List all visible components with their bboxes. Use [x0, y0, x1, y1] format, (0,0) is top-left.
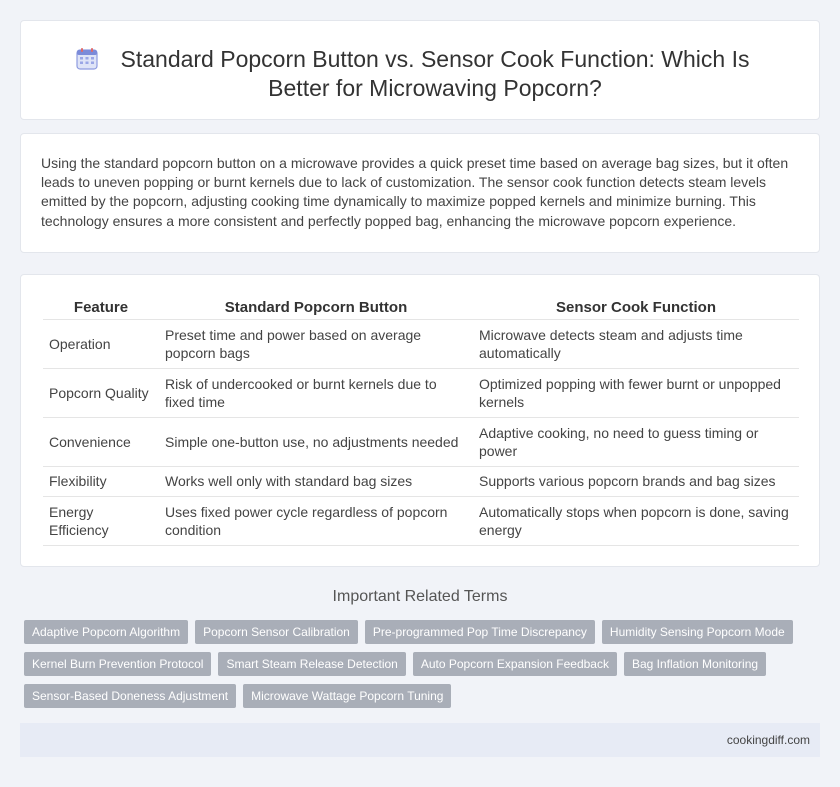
- footer: [20, 723, 820, 757]
- standard-cell: Works well only with standard bag sizes: [159, 466, 473, 496]
- table-row: [43, 319, 799, 368]
- intro-paragraph: Using the standard popcorn button on a microwave provides a quick preset time based on average bag sizes, but it often leads to uneven popping or burnt kernels due to lack of customization. The sensor cook function detects steam levels emitted by the popcorn, adjusting cooking time dynamically to maximize popped kernels and minimize burning. This technology ensures a more consistent and perfectly popped bag, enhancing the microwave popcorn experience.: [41, 155, 789, 229]
- feature-cell: Popcorn Quality: [43, 368, 159, 417]
- table-row: [43, 496, 799, 545]
- sensor-cell: Microwave detects steam and adjusts time automatically: [473, 319, 799, 368]
- standard-cell: Preset time and power based on average popcorn bags: [159, 319, 473, 368]
- related-term-tag[interactable]: Auto Popcorn Expansion Feedback: [413, 652, 617, 676]
- sensor-cell: Adaptive cooking, no need to guess timing or power: [473, 417, 799, 466]
- related-term-tag[interactable]: Adaptive Popcorn Algorithm: [24, 620, 188, 644]
- related-term-tag[interactable]: Humidity Sensing Popcorn Mode: [602, 620, 793, 644]
- feature-cell: Flexibility: [43, 466, 159, 496]
- related-term-tag[interactable]: Kernel Burn Prevention Protocol: [24, 652, 211, 676]
- standard-cell: Simple one-button use, no adjustments needed: [159, 417, 473, 466]
- column-header-standard: Standard Popcorn Button: [159, 297, 473, 319]
- feature-cell: Operation: [43, 319, 159, 368]
- title-card: [20, 20, 820, 120]
- table-row: [43, 417, 799, 466]
- table-row: [43, 466, 799, 496]
- related-term-tag[interactable]: Popcorn Sensor Calibration: [195, 620, 358, 644]
- comparison-table: [43, 297, 799, 546]
- related-term-tag[interactable]: Sensor-Based Doneness Adjustment: [24, 684, 236, 708]
- table-header-row: [43, 297, 799, 319]
- related-term-tag[interactable]: Bag Inflation Monitoring: [624, 652, 766, 676]
- intro-card: [20, 133, 820, 253]
- comparison-card: [20, 274, 820, 567]
- column-header-sensor: Sensor Cook Function: [473, 297, 799, 319]
- related-term-tag[interactable]: Smart Steam Release Detection: [218, 652, 405, 676]
- sensor-cell: Optimized popping with fewer burnt or unpopped kernels: [473, 368, 799, 417]
- related-terms-heading: Important Related Terms: [332, 588, 508, 605]
- feature-cell: Convenience: [43, 417, 159, 466]
- footer-site-link[interactable]: cookingdiff.com: [726, 733, 810, 747]
- related-term-tag[interactable]: Microwave Wattage Popcorn Tuning: [243, 684, 451, 708]
- sensor-cell: Automatically stops when popcorn is done, saving energy: [473, 496, 799, 545]
- standard-cell: Uses fixed power cycle regardless of popcorn condition: [159, 496, 473, 545]
- column-header-feature: Feature: [43, 297, 159, 319]
- related-terms-list: [24, 620, 824, 716]
- related-term-tag[interactable]: Pre-programmed Pop Time Discrepancy: [365, 620, 595, 644]
- page-title: Standard Popcorn Button vs. Sensor Cook Function: Which Is Better for Microwaving Popcorn?: [120, 46, 750, 101]
- feature-cell: Energy Efficiency: [43, 496, 159, 545]
- table-row: [43, 368, 799, 417]
- sensor-cell: Supports various popcorn brands and bag sizes: [473, 466, 799, 496]
- standard-cell: Risk of undercooked or burnt kernels due to fixed time: [159, 368, 473, 417]
